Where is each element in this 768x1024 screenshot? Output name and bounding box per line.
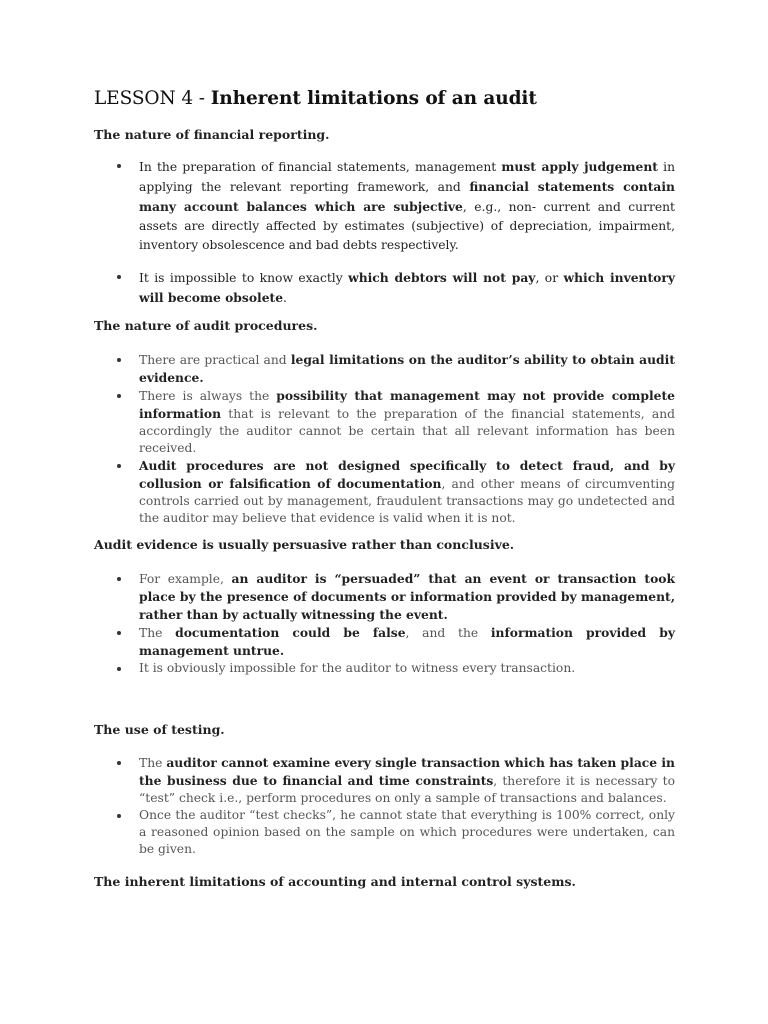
text-run: , e.g., non- current and current assets are directly affected by estimates (subjective) of depreciation, impairment, inventory obsolescence and bad debts respectively.: [139, 200, 675, 252]
section-list-audit-evidence: [94, 570, 675, 677]
list-item: [94, 660, 675, 677]
text-run: There are practical and: [139, 353, 291, 367]
text-run: .: [283, 291, 287, 305]
text-run: The: [139, 756, 167, 770]
bold-run: Audit procedures are not designed specifically to detect fraud, and by collusion or falsification of documentation: [139, 458, 675, 491]
list-item: [94, 807, 675, 858]
list-item: [94, 754, 675, 807]
lesson-title: [94, 88, 537, 109]
lesson-title-prefix: LESSON 4 -: [94, 88, 211, 109]
bold-run: which debtors will not pay: [348, 270, 536, 285]
text-run: , therefore it is necessary to “test” check i.e., perform procedures on only a sample of transactions and balances.: [139, 774, 675, 805]
text-run: There is always the: [139, 389, 277, 403]
section-heading-audit-evidence: Audit evidence is usually persuasive rather than conclusive.: [94, 537, 515, 552]
text-run: in applying the relevant reporting framework, and: [139, 160, 676, 194]
list-item: [94, 570, 675, 624]
list-item: [94, 351, 675, 387]
section-heading-use-of-testing: The use of testing.: [94, 722, 225, 737]
text-run: , and other means of circumventing controls carried out by management, fraudulent transactions may go undetected and the auditor may believe that evidence is valid when it is not.: [139, 477, 675, 525]
text-run: , and the: [405, 626, 491, 640]
bold-run: an auditor is “persuaded” that an event or transaction took place by the presence of documents or information provided by management, rather than by actually witnessing the event.: [139, 571, 675, 622]
section-list-financial-reporting: [94, 157, 675, 308]
lesson-title-topic: Inherent limitations of an audit: [210, 88, 537, 109]
bold-run: legal limitations on the auditor’s ability to obtain audit evidence.: [139, 352, 675, 385]
list-item: [94, 457, 675, 527]
bold-run: financial statements contain many account balances which are subjective: [139, 179, 675, 214]
section-heading-financial-reporting: The nature of financial reporting.: [94, 127, 330, 142]
section-list-use-of-testing: [94, 754, 675, 858]
list-item: [94, 387, 675, 457]
text-run: It is obviously impossible for the auditor to witness every transaction.: [139, 661, 576, 675]
list-item: [94, 268, 675, 308]
text-run: Once the auditor “test checks”, he cannot state that everything is 100% correct, only a reasoned opinion based on the sample on which procedures were undertaken, can be given.: [139, 808, 675, 856]
section-list-audit-procedures: [94, 351, 675, 527]
text-run: For example,: [139, 572, 232, 586]
text-run: that is relevant to the preparation of the financial statements, and accordingly the auditor cannot be certain that all relevant information has been received.: [139, 407, 675, 455]
bold-run: documentation could be false: [175, 625, 406, 640]
bold-run: information provided by management untrue.: [139, 625, 675, 658]
bold-run: possibility that management may not provide complete information: [139, 388, 675, 421]
section-heading-inherent-limitations: The inherent limitations of accounting and internal control systems.: [94, 874, 576, 889]
bold-run: which inventory will become obsolete: [139, 270, 675, 305]
list-item: [94, 157, 675, 255]
list-item: [94, 624, 675, 660]
text-run: , or: [535, 271, 564, 285]
bold-run: must apply judgement: [501, 159, 658, 174]
text-run: The: [139, 626, 176, 640]
text-run: In the preparation of financial statements, management: [139, 160, 502, 174]
section-heading-audit-procedures: The nature of audit procedures.: [94, 318, 318, 333]
bold-run: auditor cannot examine every single transaction which has taken place in the business due to financial and time constraints: [139, 755, 675, 788]
text-run: It is impossible to know exactly: [139, 271, 349, 285]
